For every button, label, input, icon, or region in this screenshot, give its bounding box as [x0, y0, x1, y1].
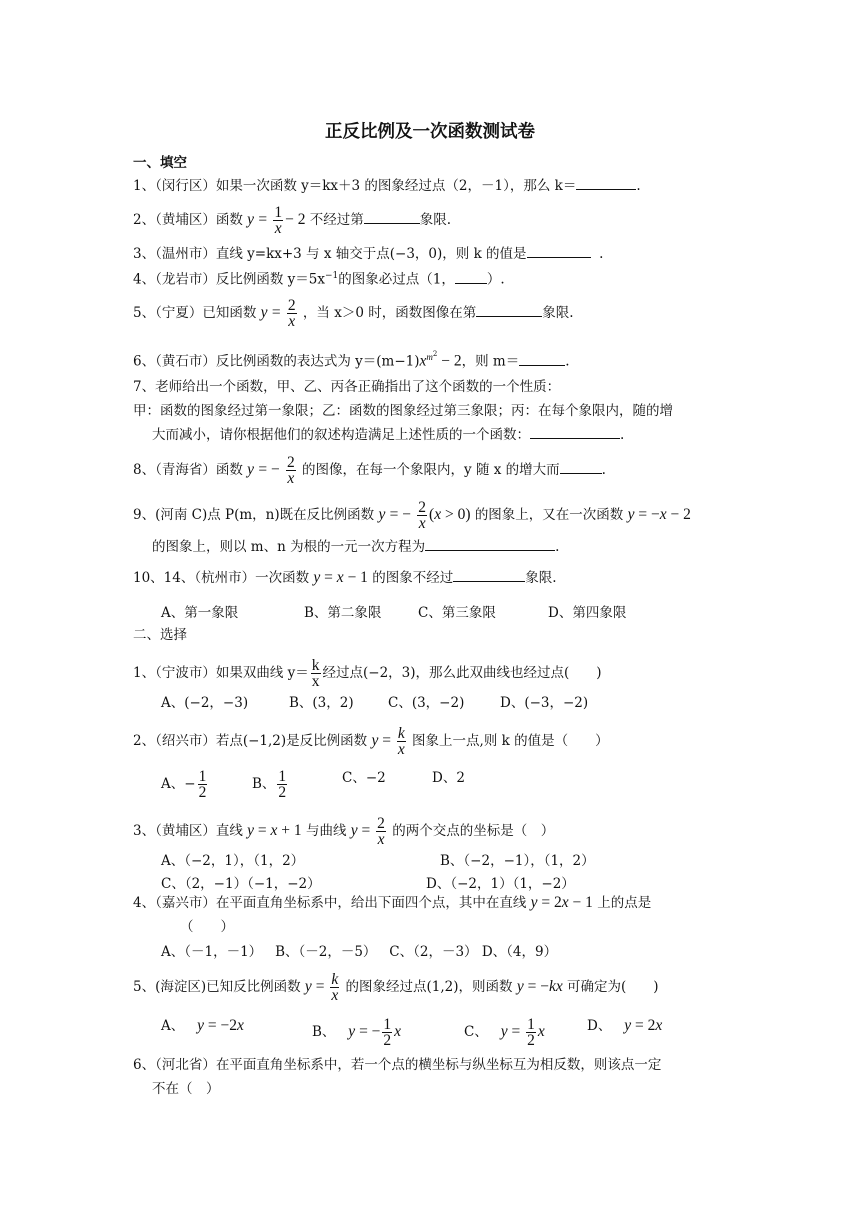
fill-question-1: 1、（闵行区）如果一次函数 y＝kx＋3 的图象经过点（2，－1），那么 k＝ .: [133, 178, 641, 194]
choice-question-6-line-1: 6、（河北省）在平面直角坐标系中，若一个点的横坐标与纵坐标互为相反数，则该点一定: [133, 1057, 662, 1073]
choice-q2-option-d: D、2: [432, 770, 465, 786]
fill-q10-option-d: D、第四象限: [548, 605, 627, 621]
choice-q4-option-c: C、（2，－3）: [389, 944, 478, 960]
choice-question-4: 4、（嘉兴市）在平面直角坐标系中，给出下面四个点，其中在直线 y = 2x − 1 上的点是: [133, 894, 652, 911]
fill-q10-option-b: B、第二象限: [304, 605, 382, 621]
choice-question-3: 3、（黄埔区）直线 y = x + 1 与曲线 y = $\frac{2}{x}$ 的两个交点的坐标是（ ）: [133, 815, 555, 848]
fill-q10-option-a: A、第一象限: [161, 605, 239, 621]
choice-q1-option-c: C、(3，−2): [388, 695, 465, 711]
choice-q3-option-b: B、（−2，−1），（1，2）: [440, 853, 595, 869]
fill-question-3: 3、（温州市）直线 y=kx+3 与 x 轴交于点(−3，0)，则 k 的值是 .: [133, 246, 604, 262]
fill-question-9-line-2: 的图象上，则以 m、n 为根的一元一次方程为 .: [152, 539, 560, 555]
fill-question-8: 8、（青海省）函数 y = − $\frac{2}{x}$ 的图像，在每一个象限内，y 随 x 的增大而 .: [133, 454, 606, 487]
fill-question-10: 10、14、（杭州市）一次函数 y = x − 1 的图象不经过 象限.: [133, 569, 557, 586]
fill-q10-option-c: C、第三象限: [418, 605, 496, 621]
choice-question-6-line-2: 不在（ ）: [152, 1081, 220, 1097]
fill-question-7-line-1: 7、老师给出一个函数，甲、乙、丙各正确指出了这个函数的一个性质：: [133, 379, 561, 395]
choice-q5-option-b: B、 y = − $\frac{1}{2}$ x: [312, 1016, 402, 1049]
section-heading-fill: 一、填空: [133, 155, 187, 171]
choice-q4-options: [161, 943, 557, 961]
choice-q1-option-d: D、(−3，−2): [500, 695, 589, 711]
choice-q3-option-c: C、（2，−1）（−1，−2）: [161, 876, 321, 892]
choice-q5-option-d: D、 y = 2x: [587, 1017, 663, 1034]
fill-question-4: 4、（龙岩市）反比例函数 $y=5x^{-1}$的图象必过点（1， ）.: [133, 271, 505, 288]
fill-question-5: 5、（宁夏）已知函数 y = $\frac{2}{x}$ ，当 x＞0 时，函数图像在第 象限.: [133, 297, 574, 330]
choice-question-2: 2、（绍兴市）若点(−1,2)是反比例函数 y = $\frac{k}{x}$ 图象上一点,则 k 的值是（ ）: [133, 725, 609, 758]
choice-q5-option-c: C、 y = $\frac{1}{2}$ x: [464, 1016, 545, 1049]
choice-q3-option-a: A、（−2，1），（1，2）: [161, 853, 305, 869]
section-heading-choice: 二、选择: [133, 627, 187, 643]
choice-q4-blank: （ ）: [180, 919, 234, 935]
choice-q4-option-a: A、（－1，－1）: [161, 944, 263, 960]
choice-q3-option-d: D、（−2，1）（1，−2）: [426, 876, 575, 892]
fill-question-9-line-1: 9、(河南 C)点 P(m，n)既在反比例函数 y = − $\frac{2}{x}$ (x > 0) 的图象上，又在一次函数 y = −x − 2: [133, 499, 691, 532]
choice-q4-option-d: D、（4，9）: [481, 944, 558, 960]
choice-question-1: 1、（宁波市）如果双曲线 y＝ $\frac{k}{x}$ 经过点(−2，3)，那么此双曲线也经过点( ): [133, 657, 602, 690]
choice-question-5: 5、(海淀区)已知反比例函数 y = $\frac{k}{x}$ 的图象经过点(1,2)，则函数 y = −kx 可确定为( ): [133, 971, 659, 1004]
page-title: 正反比例及一次函数测试卷: [325, 122, 535, 142]
choice-q1-option-b: B、(3，2): [289, 695, 354, 711]
choice-q5-option-a: A、 y = −2x: [161, 1017, 244, 1034]
choice-q2-option-c: C、−2: [342, 770, 386, 786]
choice-q4-option-b: B、（－2，－5）: [275, 944, 377, 960]
fill-question-7-line-2: 甲：函数的图象经过第一象限；乙：函数的图象经过第三象限；丙：在每个象限内，随的增: [133, 403, 673, 419]
fill-question-7-line-3: 大而减小，请你根据他们的叙述构造满足上述性质的一个函数： .: [152, 427, 625, 443]
choice-q1-option-a: A、(−2，−3): [161, 695, 249, 711]
choice-q2-option-b: B、 $\frac{1}{2}$: [252, 768, 287, 801]
fill-question-2: 2、（黄埔区）函数 y = $\frac{1}{x}$ − 2 不经过第 象限.: [133, 204, 452, 237]
choice-q2-option-a: A、− $\frac{1}{2}$: [161, 768, 207, 801]
fill-question-6: 6、（黄石市）反比例函数的表达式为 $y=(m-1)x^{m^2} - 2$，则 m＝ .: [133, 350, 570, 370]
